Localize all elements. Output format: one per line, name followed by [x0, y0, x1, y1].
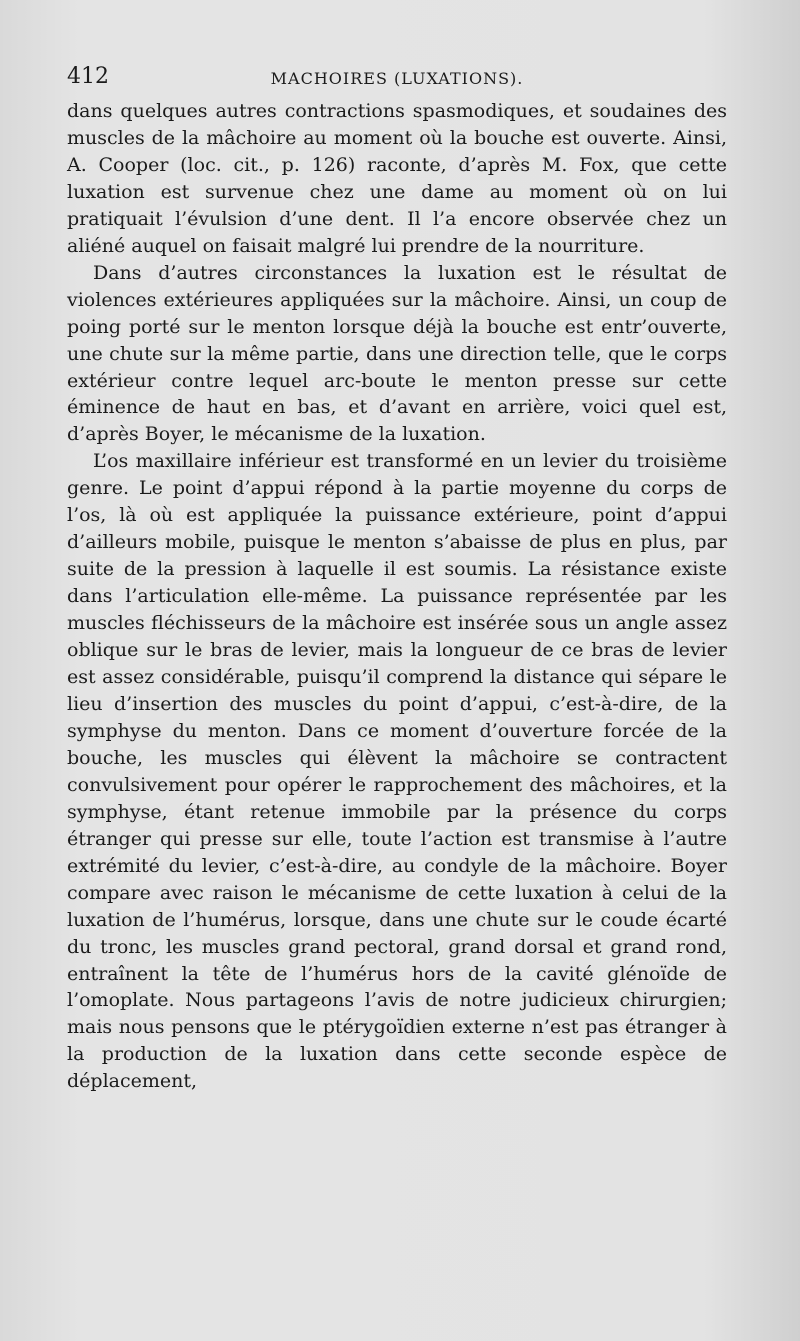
paragraph-3: L’os maxillaire inférieur est transformé en un levier du troisième genre. Le point d’appui répond à la partie moyenne du corps de l’os, là où est appliquée la puissance extérieure, point d’appui d’ailleurs mobile, puisque le menton s’abaisse de plus en plus, par suite de la pression à laquelle il est soumis. La résistance existe dans l’articulation elle-même. La puissance représentée par les muscles fléchisseurs de la mâchoire est insérée sous un angle assez oblique sur le bras de levier, mais la longueur de ce bras de levier est assez considérable, puisqu’il comprend la distance qui sépare le lieu d’insertion des muscles du point d’appui, c’est-à-dire, de la symphyse du menton. Dans ce moment d’ouverture forcée de la bouche, les muscles qui élèvent la mâchoire se contractent convulsivement pour opérer le rapprochement des mâchoires, et la symphyse, étant retenue immobile par la présence du corps étranger qui presse sur elle, toute l’action est transmise à l’autre extrémité du levier, c’est-à-dire, au condyle de la mâchoire. Boyer compare avec raison le mécanisme de cette luxation à celui de la luxation de l’humérus, lorsque, dans une chute sur le coude écarté du tronc, les muscles grand pectoral, grand dorsal et grand rond, entraînent la tête de l’humérus hors de la cavité glénoïde de l’omoplate. Nous partageons l’avis de notre judicieux chirurgien; mais nous pensons que le ptérygoïdien externe n’est pas étranger à la production de la luxation dans cette seconde espèce de déplacement, — [67, 450, 727, 1093]
page-header — [67, 62, 727, 98]
body-text — [67, 98, 727, 1095]
paragraph-1: dans quelques autres contractions spasmodiques, et soudaines des muscles de la mâchoire au moment où la bouche est ouverte. Ainsi, A. Cooper (loc. cit., p. 126) raconte, d’après M. Fox, que cette luxation est survenue chez une dame au moment où on lui pratiquait l’évulsion d’une dent. Il l’a encore observée chez un aliéné auquel on faisait malgré lui prendre de la nourriture. — [67, 100, 727, 257]
running-title: MACHOIRES (LUXATIONS). — [270, 69, 524, 88]
page-number: 412 — [67, 64, 109, 89]
paragraph-2: Dans d’autres circonstances la luxation est le résultat de violences extérieures appliquées sur la mâchoire. Ainsi, un coup de poing porté sur le menton lorsque déjà la bouche est entr’ouverte, une chute sur la même partie, dans une direction telle, que le corps extérieur contre lequel arc-boute le menton presse sur cette éminence de haut en bas, et d’avant en arrière, voici quel est, d’après Boyer, le mécanisme de la luxation. — [67, 261, 727, 446]
